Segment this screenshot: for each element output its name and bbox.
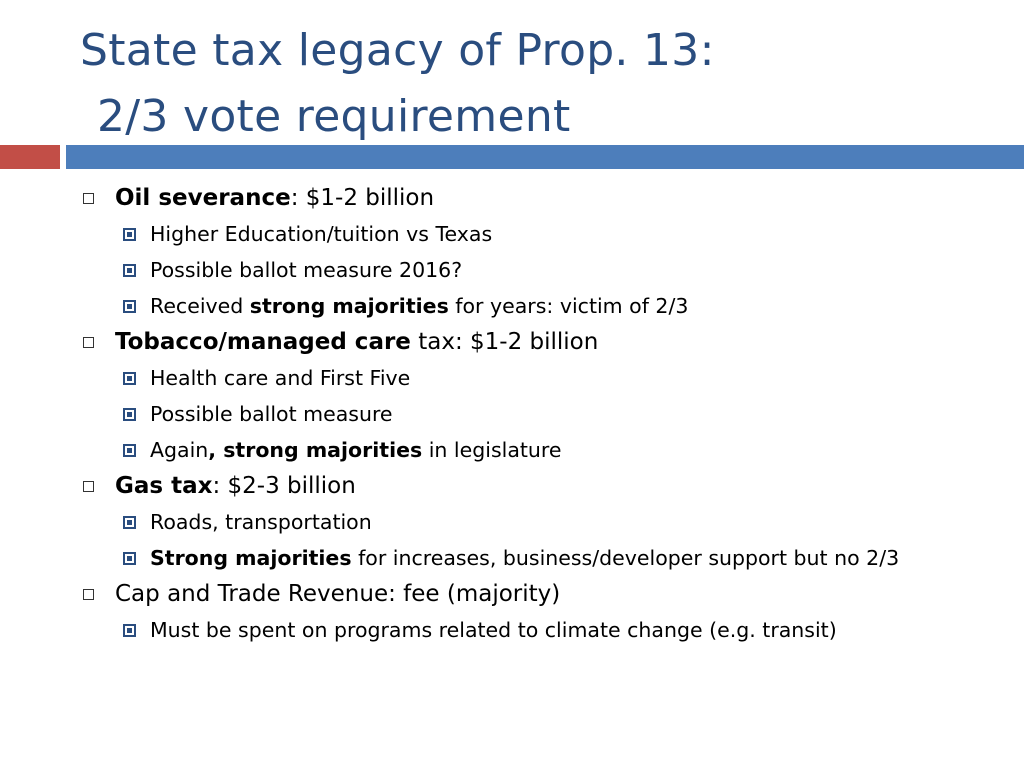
filled-square-bullet-icon [123,624,136,637]
sub-bullet-text-post: for years: victim of 2/3 [448,294,689,318]
bullet-text: : $1-2 billion [290,185,435,211]
square-bullet-icon [83,337,94,348]
bullet-text: Cap and Trade Revenue: fee (majority) [115,581,561,607]
sub-bullet-text: Possible ballot measure 2016? [150,258,463,282]
square-bullet-icon [83,481,94,492]
bullet-gas-tax [80,470,1010,502]
sub-bullet-bold: Strong majorities [150,546,352,570]
title-line-2: 2/3 vote requirement [97,91,571,142]
sub-bullet-text: Health care and First Five [150,366,411,390]
bullet-oil-severance [80,182,1010,214]
sub-bullet-text: Must be spent on programs related to climate change (e.g. transit) [150,618,837,642]
sub-bullet-text: Roads, transportation [150,510,372,534]
filled-square-bullet-icon [123,300,136,313]
sub-bullet [80,396,1010,432]
sub-bullet [80,432,1010,468]
sub-bullet [80,504,1010,540]
bullet-cap-and-trade [80,578,1010,610]
accent-bar-red [0,145,60,169]
sub-bullet [80,540,1010,576]
bullet-text: tax: $1-2 billion [410,329,599,355]
bullet-bold: Gas tax [115,473,213,499]
square-bullet-icon [83,589,94,600]
sub-bullet-bold: strong majorities [249,294,449,318]
filled-square-bullet-icon [123,408,136,421]
bullet-bold: Oil severance [115,185,291,211]
sub-bullet-bold: , strong majorities [208,438,423,462]
bullet-list [80,182,1010,648]
sub-bullet [80,288,1010,324]
sub-bullet-text-post: for increases, business/developer support but no 2/3 [351,546,900,570]
square-bullet-icon [83,193,94,204]
bullet-text: : $2-3 billion [212,473,356,499]
sub-bullet [80,360,1010,396]
filled-square-bullet-icon [123,444,136,457]
bullet-bold: Tobacco/managed care [115,329,411,355]
accent-bar-blue [66,145,1024,169]
filled-square-bullet-icon [123,372,136,385]
sub-bullet-text: Again [150,438,209,462]
sub-bullet-text: Possible ballot measure [150,402,393,426]
sub-bullet-text: Higher Education/tuition vs Texas [150,222,493,246]
slide-title [80,18,980,150]
filled-square-bullet-icon [123,552,136,565]
filled-square-bullet-icon [123,264,136,277]
filled-square-bullet-icon [123,228,136,241]
sub-bullet [80,216,1010,252]
sub-bullet-text: Received [150,294,250,318]
sub-bullet [80,612,1010,648]
bullet-tobacco [80,326,1010,358]
sub-bullet-text-post: in legislature [422,438,562,462]
sub-bullet [80,252,1010,288]
title-line-1: State tax legacy of Prop. 13: [80,25,715,76]
filled-square-bullet-icon [123,516,136,529]
